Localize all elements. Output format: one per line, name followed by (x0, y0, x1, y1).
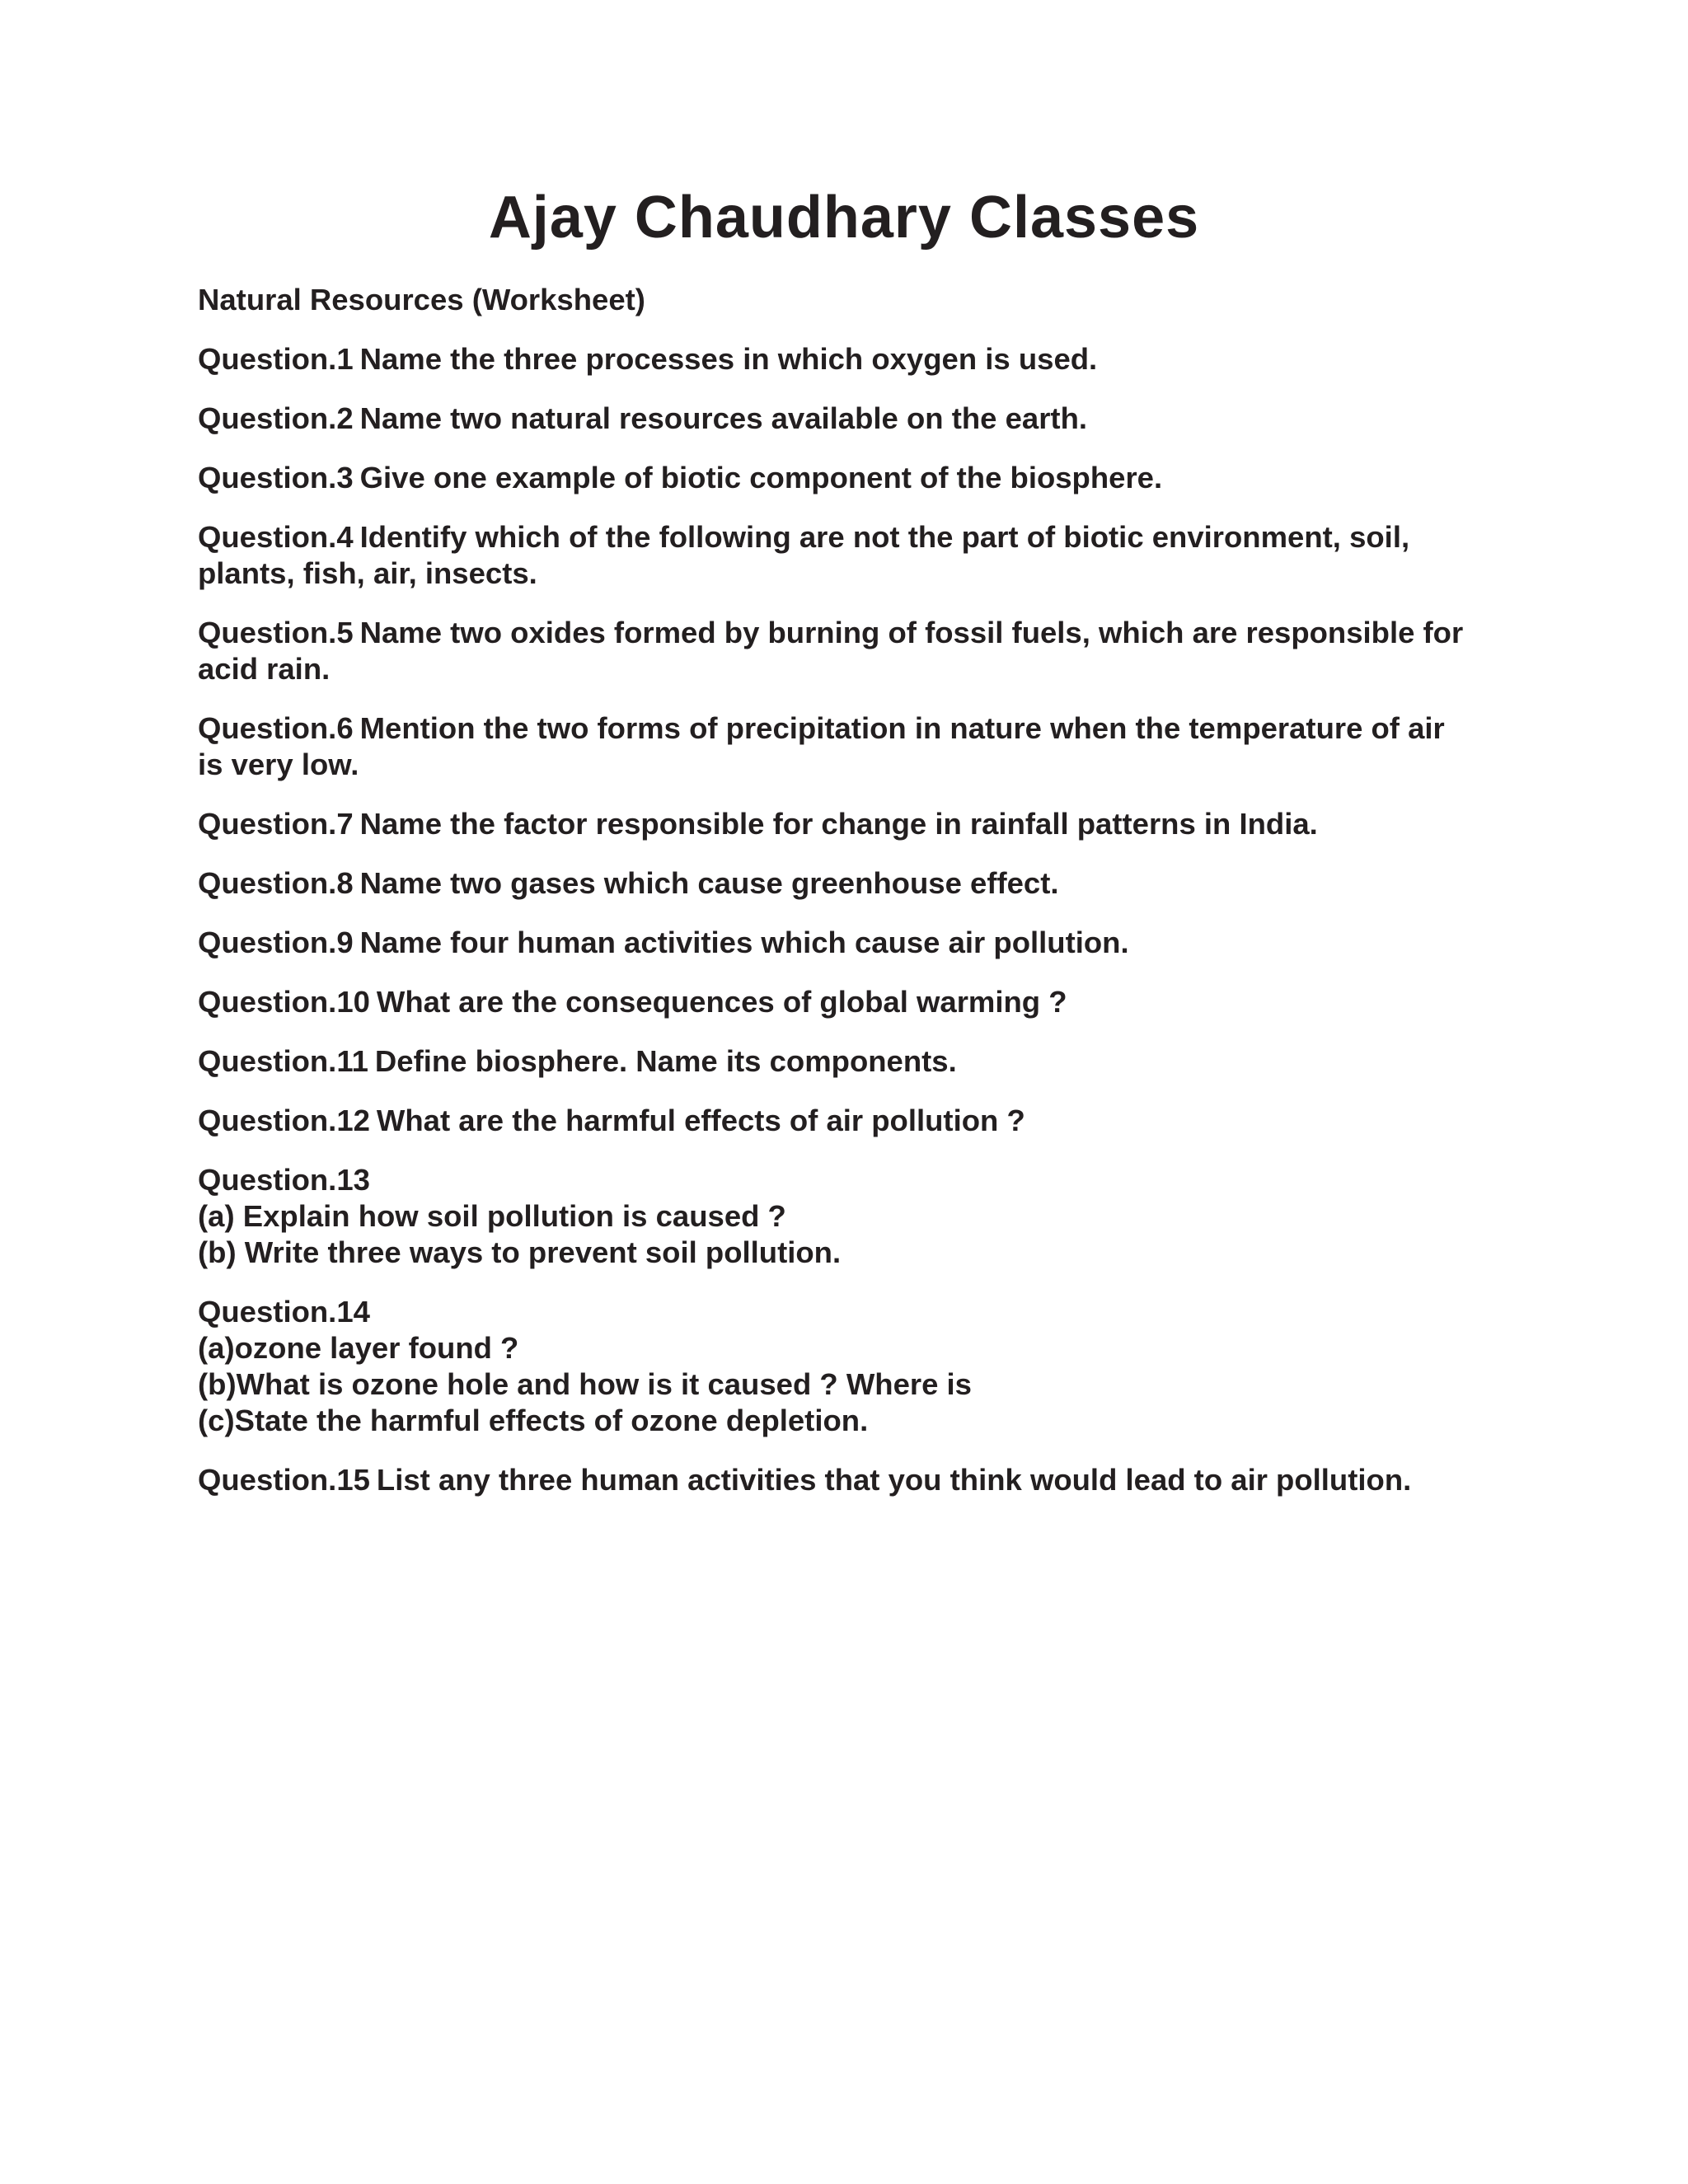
question-item (198, 1462, 1500, 1498)
question-text: Give one example of biotic component of the biosphere. (359, 461, 1163, 494)
question-item (198, 806, 1500, 842)
question-label: Question.13 (198, 1163, 370, 1197)
question-line (198, 806, 1500, 842)
question-line (198, 1462, 1500, 1498)
question-line (198, 1043, 1500, 1080)
question-label: Question.9 (198, 926, 354, 959)
question-text: (b) Write three ways to prevent soil pollution. (198, 1235, 842, 1269)
question-label: Question.12 (198, 1104, 370, 1137)
question-text: Name the three processes in which oxygen is used. (359, 342, 1098, 376)
question-item (198, 1103, 1500, 1139)
question-line (198, 865, 1500, 902)
question-line (198, 460, 1500, 496)
question-item (198, 519, 1500, 592)
question-item (198, 1043, 1500, 1080)
question-label: Question.1 (198, 342, 354, 376)
question-text: (b)What is ozone hole and how is it caused ? Where is (198, 1367, 972, 1401)
question-item (198, 984, 1500, 1020)
page-title: Ajay Chaudhary Classes (488, 185, 1200, 251)
question-text: List any three human activities that you think would lead to air pollution. (376, 1463, 1412, 1497)
question-line (198, 925, 1500, 961)
question-line (198, 341, 1500, 377)
question-text: Name two gases which cause greenhouse effect. (359, 866, 1059, 900)
question-label: Question.15 (198, 1463, 370, 1497)
question-item (198, 401, 1500, 437)
question-item (198, 460, 1500, 496)
question-line (198, 984, 1500, 1020)
question-label: Question.8 (198, 866, 354, 900)
question-text: Define biosphere. Name its components. (374, 1044, 957, 1078)
question-label: Question.4 (198, 520, 354, 554)
worksheet-content (198, 282, 1500, 1521)
question-text: acid rain. (198, 652, 331, 686)
question-item (198, 710, 1500, 783)
question-line (198, 1103, 1500, 1139)
question-label: Question.6 (198, 711, 354, 745)
question-text: Name two oxides formed by burning of fossil fuels, which are responsible for (359, 616, 1464, 649)
question-line (198, 1162, 1500, 1198)
question-label: Question.11 (198, 1044, 368, 1078)
question-text: Mention the two forms of precipitation in nature when the temperature of air (359, 711, 1445, 745)
question-line (198, 615, 1500, 651)
question-label: Question.5 (198, 616, 354, 649)
question-text: Name four human activities which cause air pollution. (359, 926, 1129, 959)
question-item (198, 1162, 1500, 1271)
question-item (198, 615, 1500, 687)
worksheet-subtitle: Natural Resources (Worksheet) (198, 283, 645, 316)
question-line (198, 401, 1500, 437)
question-label: Question.10 (198, 985, 370, 1019)
question-text: Identify which of the following are not the part of biotic environment, soil, (359, 520, 1410, 554)
question-label: Question.2 (198, 401, 354, 435)
question-line (198, 710, 1500, 747)
question-text: Name the factor responsible for change in rainfall patterns in India. (359, 807, 1318, 841)
question-label: Question.7 (198, 807, 354, 841)
question-text: (c)State the harmful effects of ozone depletion. (198, 1404, 869, 1437)
question-label: Question.14 (198, 1295, 370, 1329)
question-text: plants, fish, air, insects. (198, 556, 537, 590)
question-line (198, 1294, 1500, 1330)
question-item (198, 925, 1500, 961)
question-text: Name two natural resources available on the earth. (359, 401, 1088, 435)
question-text: What are the harmful effects of air pollution ? (376, 1104, 1025, 1137)
question-line (198, 519, 1500, 555)
question-item (198, 341, 1500, 377)
question-text: (a)ozone layer found ? (198, 1331, 519, 1365)
question-label: Question.3 (198, 461, 354, 494)
question-list (198, 341, 1500, 1498)
question-item (198, 1294, 1500, 1439)
question-text: What are the consequences of global warming ? (376, 985, 1067, 1019)
question-item (198, 865, 1500, 902)
question-text: (a) Explain how soil pollution is caused ? (198, 1199, 786, 1233)
question-text: is very low. (198, 748, 359, 781)
